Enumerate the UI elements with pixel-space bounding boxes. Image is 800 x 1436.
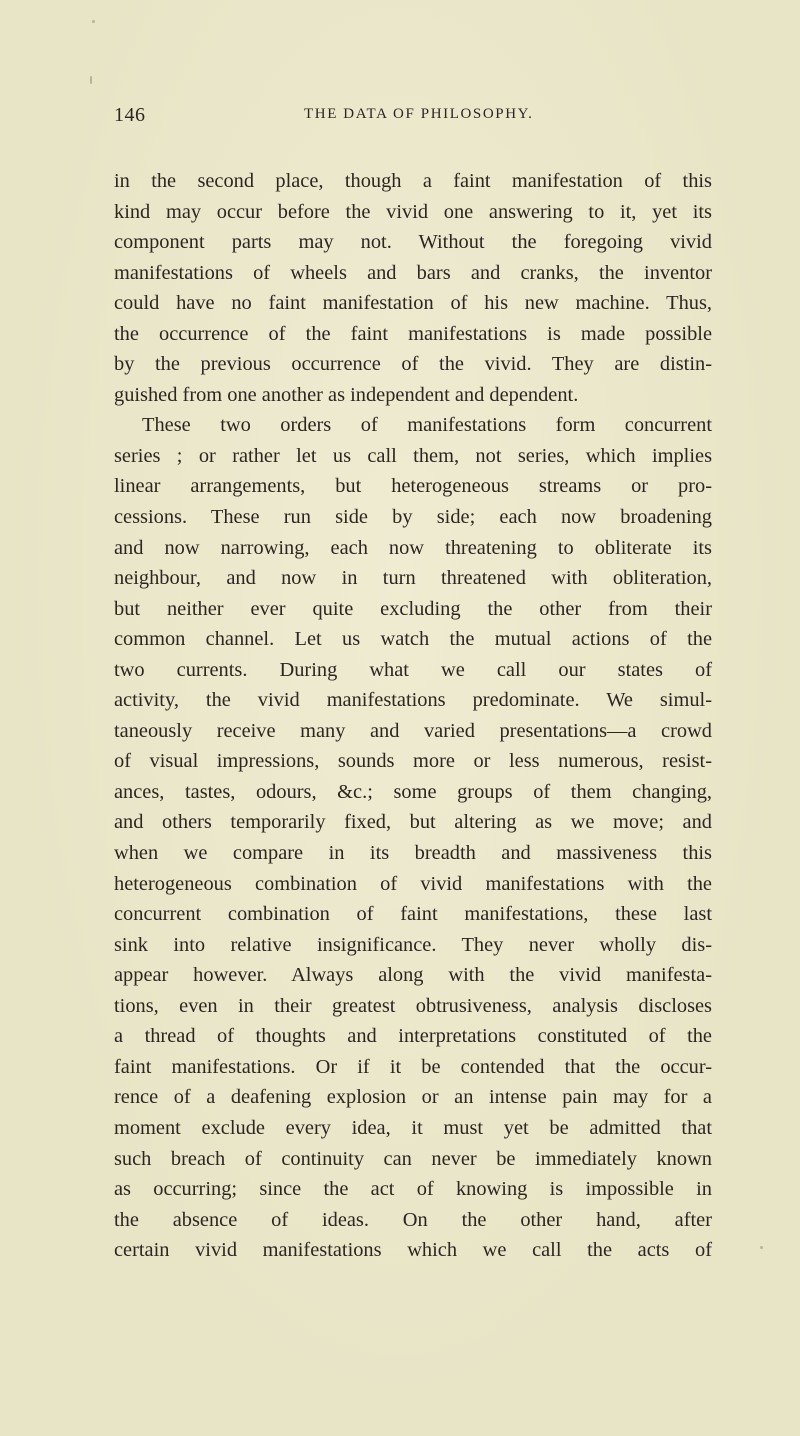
text-line: the absence of ideas. On the other hand, after (114, 1208, 712, 1231)
text-line: faint manifestations. Or if it be contended that the occur- (114, 1055, 712, 1078)
text-line: series ; or rather let us call them, not series, which implies (114, 444, 712, 467)
page-number: 146 (114, 104, 146, 126)
text-line: kind may occur before the vivid one answering to it, yet its (114, 200, 712, 223)
paper-speck (90, 76, 92, 84)
text-line: certain vivid manifestations which we call the acts of (114, 1239, 712, 1262)
paper-speck (760, 1246, 763, 1249)
body-text (114, 166, 712, 1266)
text-line: as occurring; since the act of knowing is impossible in (114, 1178, 712, 1201)
text-line: ances, tastes, odours, &c.; some groups of them changing, (114, 780, 712, 803)
text-line: common channel. Let us watch the mutual actions of the (114, 628, 712, 651)
text-line: rence of a deafening explosion or an intense pain may for a (114, 1086, 712, 1109)
text-line: two currents. During what we call our states of (114, 658, 712, 681)
text-line: concurrent combination of faint manifestations, these last (114, 903, 712, 926)
text-line: of visual impressions, sounds more or less numerous, resist- (114, 750, 712, 773)
text-line: tions, even in their greatest obtrusiveness, analysis discloses (114, 994, 712, 1017)
text-line: heterogeneous combination of vivid manifestations with the (114, 872, 712, 895)
text-line: the occurrence of the faint manifestations is made possible (114, 322, 712, 345)
text-line: but neither ever quite excluding the other from their (114, 597, 712, 620)
text-line: component parts may not. Without the foregoing vivid (114, 231, 712, 254)
paper-speck (92, 20, 95, 23)
text-line: taneously receive many and varied presentations—a crowd (114, 719, 712, 742)
text-line: cessions. These run side by side; each now broadening (114, 506, 712, 529)
text-line: in the second place, though a faint manifestation of this (114, 170, 712, 192)
text-line: a thread of thoughts and interpretations constituted of the (114, 1025, 712, 1048)
text-line: and now narrowing, each now threatening to obliterate its (114, 536, 712, 559)
text-line: linear arrangements, but heterogeneous streams or pro- (114, 475, 712, 498)
text-line: could have no faint manifestation of his new machine. Thus, (114, 292, 712, 315)
text-line: sink into relative insignificance. They never wholly dis- (114, 933, 712, 956)
text-line: moment exclude every idea, it must yet be admitted that (114, 1116, 712, 1139)
text-line: These two orders of manifestations form concurrent (142, 414, 712, 437)
text-line: manifestations of wheels and bars and cranks, the inventor (114, 261, 712, 284)
text-line: appear however. Always along with the vivid manifesta- (114, 964, 712, 987)
text-line: and others temporarily fixed, but altering as we move; and (114, 811, 712, 834)
text-line: neighbour, and now in turn threatened with obliteration, (114, 567, 712, 590)
text-line: when we compare in its breadth and massiveness this (114, 842, 712, 865)
text-line: by the previous occurrence of the vivid. They are distin- (114, 353, 712, 376)
text-line: such breach of continuity can never be immediately known (114, 1147, 712, 1170)
text-line: activity, the vivid manifestations predominate. We simul- (114, 689, 712, 712)
running-title: THE DATA OF PHILOSOPHY. (304, 106, 534, 122)
text-line: guished from one another as independent and dependent. (114, 383, 579, 406)
page-header (114, 104, 710, 128)
